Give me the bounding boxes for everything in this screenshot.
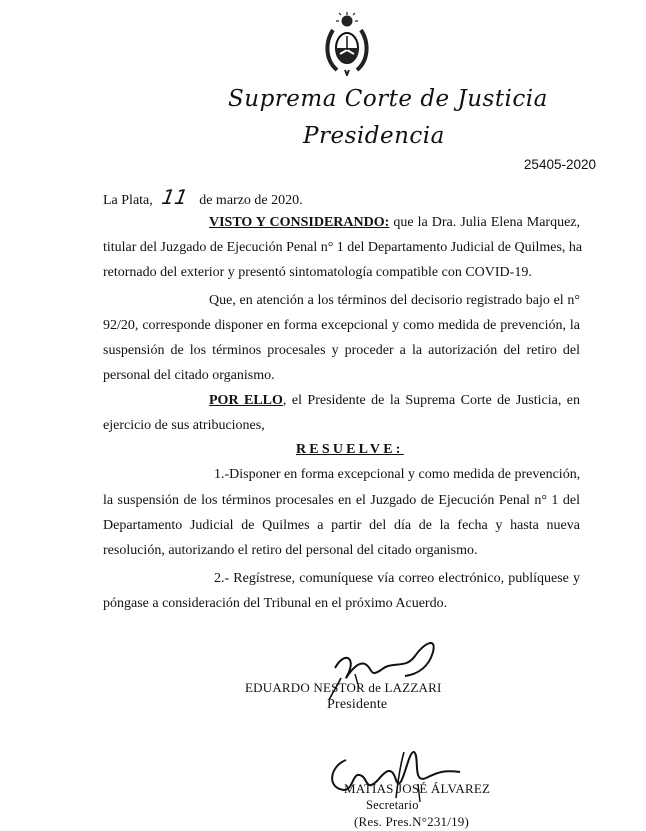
visto-text: que la Dra. Julia Elena Marquez,: [393, 215, 580, 230]
paragraph-line: Departamento Judicial de Quilmes a partir del día de la fecha y hasta nueva: [103, 518, 580, 533]
secretary-note: (Res. Pres.N°231/19): [354, 814, 469, 829]
visto-label: VISTO Y CONSIDERANDO:: [209, 215, 390, 230]
secretary-title: Secretario: [366, 798, 419, 812]
visto-line-1: [209, 215, 580, 231]
president-name: EDUARDO NESTOR de LAZZARI: [245, 680, 442, 695]
paragraph-line: retornado del exterior y presentó sintomatología compatible con COVID-19.: [103, 265, 532, 280]
paragraph-line: suspensión de los términos procesales y proceder a la autorización del retiro del: [103, 343, 580, 358]
secretary-name: MATIAS JOSÉ ÁLVAREZ: [344, 781, 491, 796]
office-title: Presidencia: [303, 123, 445, 149]
president-title: Presidente: [327, 697, 388, 712]
paragraph-line: póngase a consideración del Tribunal en el próximo Acuerdo.: [103, 596, 448, 611]
institution-title: Suprema Corte de Justicia: [228, 86, 548, 112]
paragraph-line: personal del citado organismo.: [103, 368, 275, 383]
resolution-item-1: 1.-Disponer en forma excepcional y como medida de prevención,: [214, 467, 581, 482]
paragraph-line: resolución, autorizando el retiro del personal del citado organismo.: [103, 543, 478, 558]
file-number: 25405-2020: [523, 157, 596, 172]
date-suffix: de marzo de 2020.: [199, 193, 303, 208]
por-ello-line: [209, 393, 580, 409]
handwritten-day: 11: [160, 185, 190, 209]
resolution-item-2: 2.- Regístrese, comuníquese vía correo electrónico, publíquese y: [214, 571, 580, 586]
paragraph-line: 92/20, corresponde disponer en forma excepcional y como medida de prevención, la: [103, 318, 580, 333]
paragraph-line: titular del Juzgado de Ejecución Penal n° 1 del Departamento Judicial de Quilmes, ha: [103, 240, 583, 255]
date-prefix: La Plata,: [103, 193, 153, 208]
paragraph-line: la suspensión de los términos procesales en el Juzgado de Ejecución Penal n° 1 del: [103, 493, 580, 508]
coat-of-arms-icon: [323, 12, 371, 76]
por-ello-label: POR ELLO: [209, 393, 283, 408]
resuelve-title: RESUELVE:: [296, 442, 404, 457]
paragraph-line: ejercicio de sus atribuciones,: [103, 418, 265, 433]
date-line: [103, 185, 303, 209]
paragraph-line: Que, en atención a los términos del decisorio registrado bajo el n°: [209, 293, 580, 308]
por-ello-text: , el Presidente de la Suprema Corte de Justicia, en: [282, 393, 580, 408]
